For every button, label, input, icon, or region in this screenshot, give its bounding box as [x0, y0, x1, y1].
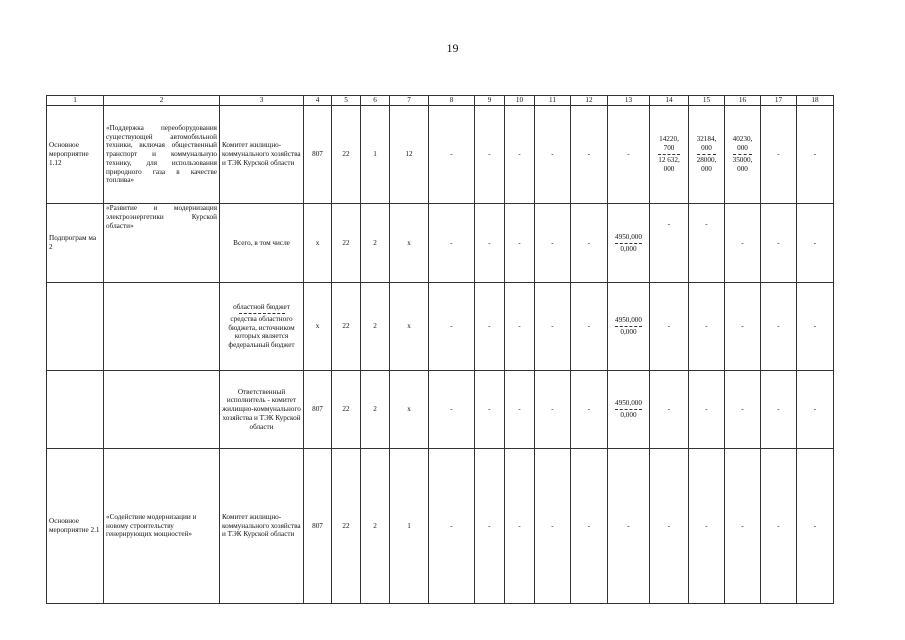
table-row: [47, 371, 834, 449]
fraction-top: 14220, 700: [658, 135, 680, 155]
row-title-cell: [104, 283, 220, 371]
row-executor-cell: [220, 283, 304, 371]
value-cell: -: [429, 449, 475, 604]
fraction-top: 32184, 000: [697, 135, 717, 155]
column-header: 3: [220, 96, 304, 106]
value-cell: -: [650, 449, 689, 604]
value-cell: -: [571, 106, 608, 204]
row-executor-cell: Комитет жилищно-коммунального хозяйства и ТЭК Курской области: [220, 106, 304, 204]
row-executor-cell: Ответственный исполнитель - комитет жилищно-коммунального хозяйства и ТЭК Курской области: [220, 371, 304, 449]
subsection-cell: 2: [361, 371, 390, 449]
fraction-top: 4950,000: [615, 399, 642, 410]
federal-source-label: средства областного бюджета, источником которых является федеральный бюджет: [228, 314, 295, 350]
value-cell: -: [571, 371, 608, 449]
row-code-cell: Подпрограм ма 2: [47, 204, 104, 283]
column-header: 11: [535, 96, 571, 106]
fraction-top: 4950,000: [615, 233, 642, 244]
target-item-cell: х: [390, 204, 429, 283]
fraction-top: 40230, 000: [733, 135, 753, 155]
section-cell: 22: [332, 371, 361, 449]
subsection-cell: 2: [361, 204, 390, 283]
column-header: 2: [104, 96, 220, 106]
row-code-cell: [47, 283, 104, 371]
value-cell: -: [650, 204, 689, 283]
table-row: [47, 106, 834, 204]
column-header: 18: [797, 96, 834, 106]
row-code-cell: [47, 371, 104, 449]
subsection-cell: 2: [361, 283, 390, 371]
value-cell: -: [475, 204, 505, 283]
value-cell: -: [535, 204, 571, 283]
value-cell: [608, 283, 650, 371]
subsection-cell: 1: [361, 106, 390, 204]
fraction-value: [733, 135, 753, 173]
table-row: [47, 204, 834, 283]
fraction-bottom: 35000, 000: [732, 156, 753, 173]
value-cell: -: [761, 204, 797, 283]
row-code-cell: Основное мероприятие 2.1: [47, 449, 104, 604]
value-cell: -: [505, 283, 535, 371]
grbs-cell: х: [304, 204, 332, 283]
column-header: 6: [361, 96, 390, 106]
value-cell: -: [761, 449, 797, 604]
value-cell: -: [535, 449, 571, 604]
value-cell: -: [571, 449, 608, 604]
fraction-bottom: 12 632, 000: [658, 156, 680, 173]
column-header: 13: [608, 96, 650, 106]
fraction-top: 4950,000: [615, 316, 642, 327]
table-row: [47, 283, 834, 371]
value-cell: -: [505, 204, 535, 283]
value-cell: -: [797, 371, 834, 449]
value-cell: -: [505, 371, 535, 449]
value-cell: -: [650, 283, 689, 371]
table-row: [47, 449, 834, 604]
column-header: 8: [429, 96, 475, 106]
value-cell: -: [571, 204, 608, 283]
fraction-value: [615, 399, 642, 420]
grbs-cell: 807: [304, 371, 332, 449]
fraction-value: [615, 233, 642, 254]
target-item-cell: 1: [390, 449, 429, 604]
value-cell: -: [535, 283, 571, 371]
value-cell: -: [608, 449, 650, 604]
value-cell: -: [725, 449, 761, 604]
value-cell: -: [608, 106, 650, 204]
target-item-cell: х: [390, 371, 429, 449]
value-cell: -: [535, 371, 571, 449]
target-item-cell: 12: [390, 106, 429, 204]
column-header: 4: [304, 96, 332, 106]
subsection-cell: 2: [361, 449, 390, 604]
column-header: 10: [505, 96, 535, 106]
value-cell: -: [725, 204, 761, 283]
section-cell: 22: [332, 449, 361, 604]
value-cell: -: [689, 283, 725, 371]
fraction-bottom: 0,000: [620, 328, 637, 336]
dashed-separator: [239, 313, 285, 314]
value-cell: -: [505, 106, 535, 204]
grbs-cell: 807: [304, 106, 332, 204]
fraction-value: [697, 135, 717, 173]
program-table: [46, 95, 834, 604]
value-cell: -: [689, 371, 725, 449]
row-title-cell: «Поддержка переоборудования существующей автомобильной техники, включая общественный транспорт и коммунальную технику, для использования природного газа в качестве топлива»: [104, 106, 220, 204]
column-header: 15: [689, 96, 725, 106]
value-cell: [650, 106, 689, 204]
value-cell: -: [571, 283, 608, 371]
grbs-cell: х: [304, 283, 332, 371]
value-cell: -: [797, 283, 834, 371]
value-cell: -: [429, 371, 475, 449]
value-cell: -: [475, 449, 505, 604]
value-cell: -: [761, 371, 797, 449]
grbs-cell: 807: [304, 449, 332, 604]
value-cell: -: [797, 449, 834, 604]
value-cell: -: [725, 371, 761, 449]
value-cell: -: [535, 106, 571, 204]
value-cell: -: [689, 204, 725, 283]
column-header: 9: [475, 96, 505, 106]
value-cell: [608, 204, 650, 283]
row-title-cell: [104, 371, 220, 449]
row-executor-cell: Всего, в том числе: [220, 204, 304, 283]
row-code-cell: Основное мероприятие 1.12: [47, 106, 104, 204]
value-cell: -: [689, 449, 725, 604]
row-title-cell: «Содействие модернизации и новому строительству генерирующих мощностей»: [104, 449, 220, 604]
value-cell: -: [475, 106, 505, 204]
fraction-bottom: 0,000: [620, 411, 637, 419]
column-header: 5: [332, 96, 361, 106]
value-cell: [725, 106, 761, 204]
value-cell: [608, 371, 650, 449]
section-cell: 22: [332, 106, 361, 204]
row-title-cell: «Развитие и модернизация электроэнергетики Курской области»: [104, 204, 220, 283]
value-cell: -: [797, 106, 834, 204]
table-header-row: [47, 96, 834, 106]
column-header: 1: [47, 96, 104, 106]
value-cell: -: [650, 371, 689, 449]
row-executor-cell: Комитет жилищно-коммунального хозяйства и ТЭК Курской области: [220, 449, 304, 604]
value-cell: -: [429, 283, 475, 371]
fraction-value: [658, 135, 680, 173]
value-cell: [689, 106, 725, 204]
value-cell: -: [475, 371, 505, 449]
value-cell: -: [475, 283, 505, 371]
value-cell: -: [797, 204, 834, 283]
fraction-bottom: 28000, 000: [696, 156, 717, 173]
value-cell: -: [429, 204, 475, 283]
column-header: 7: [390, 96, 429, 106]
value-cell: -: [761, 106, 797, 204]
fraction-bottom: 0,000: [620, 244, 637, 253]
page-number: 19: [446, 41, 459, 55]
target-item-cell: х: [390, 283, 429, 371]
value-cell: -: [429, 106, 475, 204]
value-cell: -: [725, 283, 761, 371]
column-header: 16: [725, 96, 761, 106]
budget-label: областной бюджет: [233, 303, 290, 312]
column-header: 14: [650, 96, 689, 106]
value-cell: -: [761, 283, 797, 371]
fraction-value: [615, 316, 642, 337]
value-cell: -: [505, 449, 535, 604]
column-header: 17: [761, 96, 797, 106]
section-cell: 22: [332, 283, 361, 371]
section-cell: 22: [332, 204, 361, 283]
column-header: 12: [571, 96, 608, 106]
